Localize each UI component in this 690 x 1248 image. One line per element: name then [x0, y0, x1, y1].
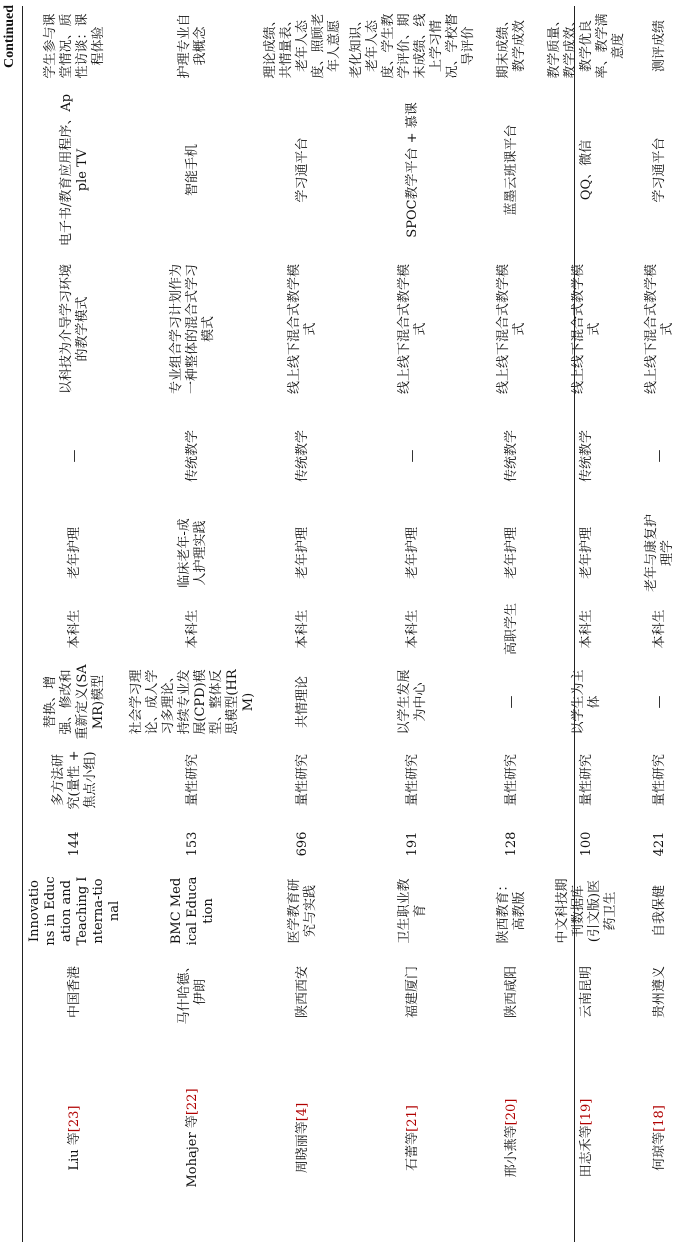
- course-cell: 老年护理: [504, 526, 519, 579]
- author-name: 何琼等: [652, 1131, 667, 1171]
- control-cell: 传统教学: [185, 429, 200, 482]
- author-name: 周晓丽等: [295, 1121, 310, 1174]
- journal-cell: BMC Medical Education: [169, 876, 216, 946]
- method-cell: 量性研究: [405, 753, 420, 806]
- author-name: 邢小燕等: [504, 1125, 519, 1178]
- platform-cell: 电子书/教育应用程序、Apple TV: [59, 93, 90, 247]
- course-cell: 老年护理: [405, 526, 420, 579]
- platform-cell: 智能手机: [185, 143, 200, 196]
- table-row: [24, 6, 126, 1242]
- author-name: Liu 等: [67, 1132, 82, 1171]
- evaluation-cell: 学生参与课堂情况、质性访谈：课程体验: [43, 13, 106, 79]
- course-cell: 老年护理: [579, 526, 594, 579]
- table-top-rule: [22, 6, 23, 1242]
- table-row: [544, 6, 630, 1242]
- mode-cell: 线上线下混合式教学模式: [644, 263, 675, 394]
- table-row: [346, 6, 480, 1242]
- author-cell: [630, 1034, 690, 1242]
- method-cell: 量性研究: [579, 753, 594, 806]
- subjects-cell: 高职学生: [504, 602, 519, 655]
- citation-link[interactable]: [19]: [579, 1098, 594, 1126]
- literature-table: [24, 6, 690, 1242]
- method-cell: 多方法研究(量性 + 焦点小组): [51, 750, 98, 810]
- journal-cell: 陕西教育：高教版: [496, 878, 527, 944]
- control-cell: —: [67, 449, 82, 463]
- subjects-cell: 本科生: [67, 609, 82, 649]
- mode-cell: 线上线下混合式教学模式: [397, 263, 428, 394]
- journal-cell: 中文科技期刊数据库(引文版)医药卫生: [555, 878, 618, 944]
- region-cell: 陕西咸阳: [504, 965, 519, 1018]
- theory-cell: 社会学习理论、成人学习多理论、持续专业发展(CPD)模型、整体反思模型(HRM): [129, 669, 256, 735]
- journal-cell: Innovations in Education and Teaching Interna-tional: [27, 876, 122, 946]
- theory-cell: 以学生为主体: [571, 669, 602, 735]
- region-cell: 中国香港: [67, 965, 82, 1018]
- theory-cell: —: [504, 695, 519, 709]
- region-cell: 马什哈德、伊朗: [177, 959, 208, 1025]
- platform-cell: 蓝墨云班课平台: [504, 124, 519, 216]
- sample-size-cell: 144: [67, 831, 82, 857]
- journal-cell: 医学教育研究与实践: [287, 878, 318, 944]
- subjects-cell: 本科生: [185, 609, 200, 649]
- citation-link[interactable]: [21]: [405, 1105, 420, 1132]
- evaluation-cell: 测评成绩: [652, 19, 667, 72]
- course-cell: 老年护理: [295, 526, 310, 579]
- control-cell: 传统教学: [295, 429, 310, 482]
- evaluation-cell: 老化知识、老年人态度、学生教学评价、期末成绩、线上学习情况、学校督导评价: [349, 13, 476, 79]
- author-cell: [126, 1034, 260, 1242]
- control-cell: 传统教学: [504, 429, 519, 482]
- theory-cell: —: [652, 695, 667, 709]
- course-cell: 老年与康复护理学: [644, 513, 675, 592]
- table-row: [260, 6, 346, 1242]
- subjects-cell: 本科生: [652, 609, 667, 649]
- course-cell: 老年护理: [67, 526, 82, 579]
- control-cell: 传统教学: [579, 429, 594, 482]
- sample-size-cell: 128: [504, 831, 519, 857]
- region-cell: 云南昆明: [579, 965, 594, 1018]
- author-name: 田志禾等: [579, 1125, 594, 1178]
- author-cell: [480, 1034, 544, 1242]
- evaluation-cell: 护理专业自我概念: [177, 13, 208, 79]
- theory-cell: 替换、增强、修改和重新定义(SAMR)模型: [43, 664, 106, 740]
- table-row: [480, 6, 544, 1242]
- platform-cell: 学习通平台: [652, 137, 667, 203]
- mode-cell: 线上线下混合式教学模式: [287, 263, 318, 394]
- mode-cell: 专业组合学习计划作为一种整体的混合式学习模式: [169, 263, 216, 394]
- author-name: 石蕾等: [405, 1131, 420, 1171]
- sample-size-cell: 191: [405, 831, 420, 857]
- method-cell: 量性研究: [652, 753, 667, 806]
- mode-cell: 线上线下混合式教学模式: [571, 263, 602, 394]
- author-name: Mohajer 等: [185, 1115, 200, 1188]
- method-cell: 量性研究: [295, 753, 310, 806]
- sample-size-cell: 696: [295, 831, 310, 857]
- journal-cell: 自我保健: [652, 884, 667, 937]
- evaluation-cell: 理论成绩、共情量表、老年人态度、照顾老年人意愿: [263, 13, 342, 79]
- region-cell: 贵州遵义: [652, 965, 667, 1018]
- sample-size-cell: 421: [652, 831, 667, 857]
- table-row: [630, 6, 690, 1242]
- author-cell: [544, 1034, 630, 1242]
- platform-cell: QQ、微信: [579, 139, 594, 201]
- author-cell: [346, 1034, 480, 1242]
- evaluation-cell: 期末成绩、教学成效: [496, 13, 527, 79]
- subjects-cell: 本科生: [295, 609, 310, 649]
- table-row: [126, 6, 260, 1242]
- author-cell: [260, 1034, 346, 1242]
- control-cell: —: [405, 449, 420, 463]
- citation-link[interactable]: [22]: [185, 1088, 200, 1116]
- citation-link[interactable]: [4]: [295, 1102, 310, 1122]
- platform-cell: 学习通平台: [295, 137, 310, 203]
- method-cell: 量性研究: [185, 753, 200, 806]
- author-cell: [24, 1034, 126, 1242]
- platform-cell: SPOC教学平台 + 慕课: [405, 102, 420, 238]
- theory-cell: 共情理论: [295, 675, 310, 728]
- sample-size-cell: 100: [579, 831, 594, 857]
- mode-cell: 线上线下混合式教学模式: [496, 263, 527, 394]
- table-body: [24, 6, 690, 1242]
- subjects-cell: 本科生: [579, 609, 594, 649]
- region-cell: 福建厦门: [405, 965, 420, 1018]
- region-cell: 陕西西安: [295, 965, 310, 1018]
- course-cell: 临床老年-成人护理实践: [177, 518, 208, 588]
- table-bottom-rule: [574, 6, 575, 1242]
- journal-cell: 卫生职业教育: [397, 878, 428, 944]
- mode-cell: 以科技为介导学习环境的教学模式: [59, 263, 90, 394]
- evaluation-cell: 教学质量、教学成效、教学优良率、教学满意度: [547, 13, 626, 79]
- subjects-cell: 本科生: [405, 609, 420, 649]
- citation-link[interactable]: [23]: [67, 1105, 82, 1133]
- theory-cell: 以学生发展为中心: [397, 669, 428, 735]
- citation-link[interactable]: [18]: [652, 1105, 667, 1132]
- control-cell: —: [652, 449, 667, 463]
- sample-size-cell: 153: [185, 831, 200, 857]
- citation-link[interactable]: [20]: [504, 1098, 519, 1126]
- method-cell: 量性研究: [504, 753, 519, 806]
- continued-label: Continued: [2, 4, 17, 68]
